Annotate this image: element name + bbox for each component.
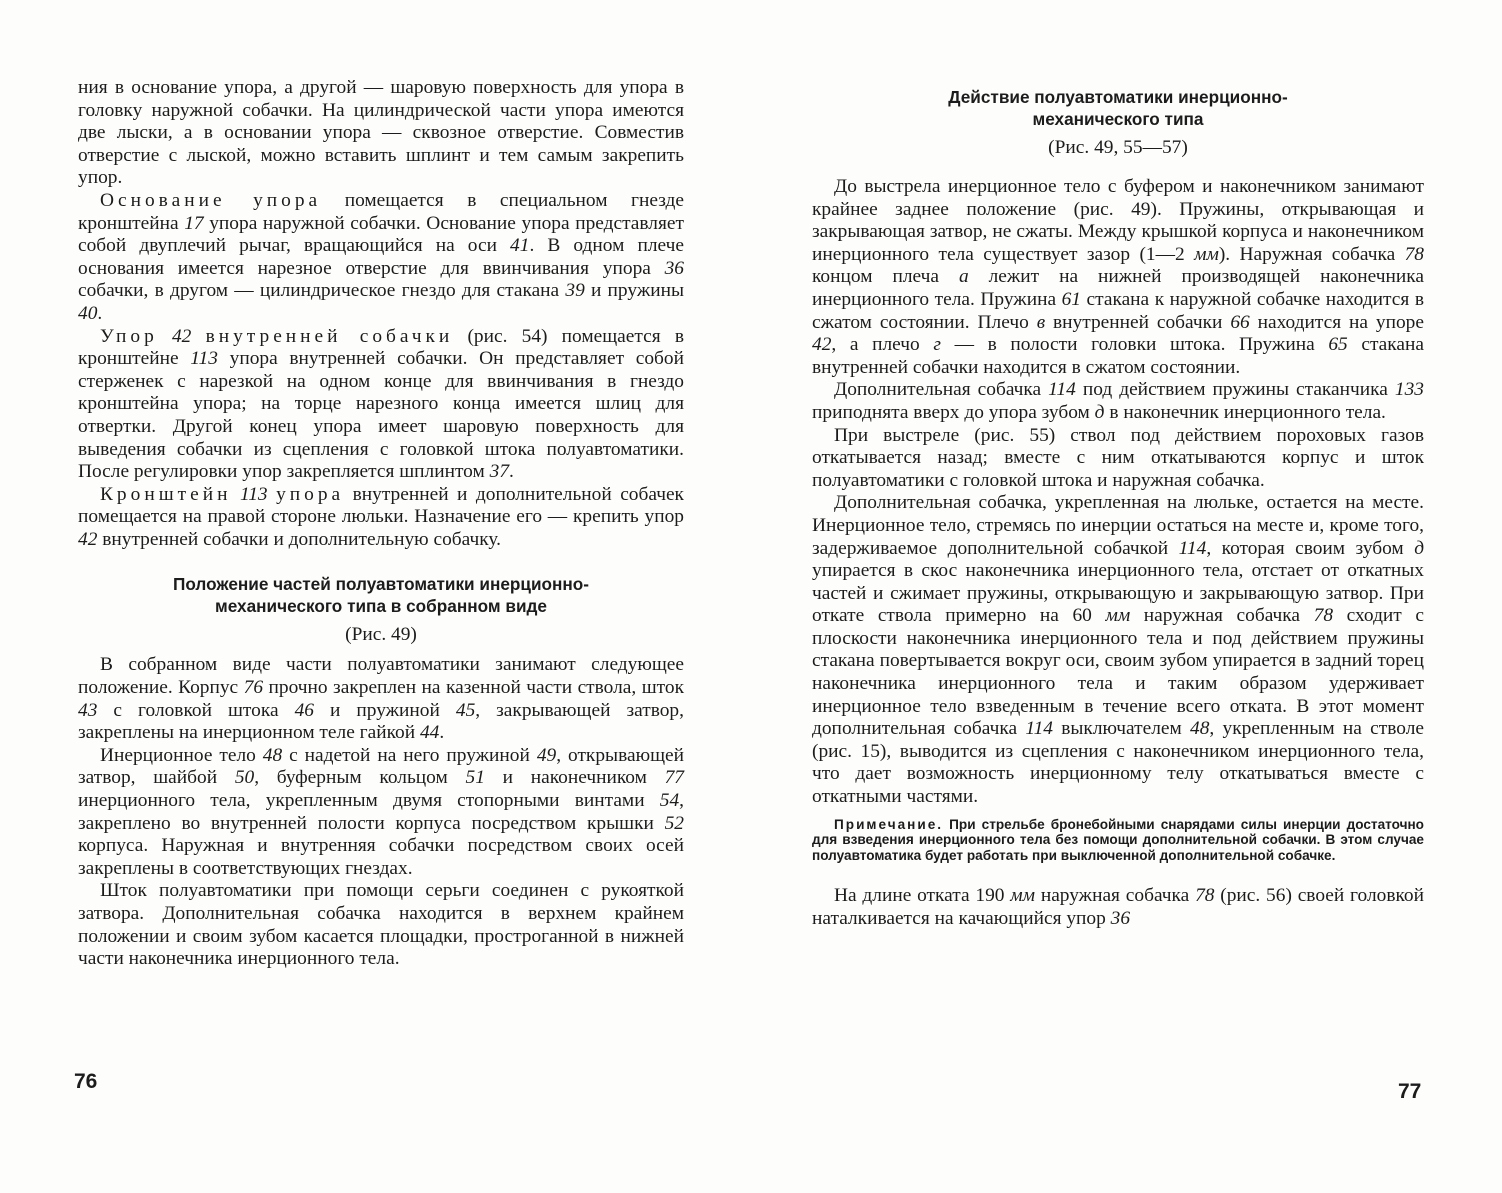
- term-kronshtein: Кронштейн: [100, 483, 232, 505]
- left-section-heading: Положение частей полуавтоматики инерционно-механического типа в собранном виде: [172, 574, 590, 617]
- right-section-figure-ref: (Рис. 49, 55—57): [1048, 137, 1188, 158]
- left-paragraph-4: Кронштейн 113 упора внутренней и дополнительной собачек помещается на правой стороне люльки. Назначение его — крепить упор 42 внутренней собачки и дополнительную собачку.: [78, 483, 684, 550]
- page-number-left: 76: [74, 1070, 98, 1093]
- left-page: [74, 0, 685, 1193]
- left-paragraph-7: Шток полуавтоматики при помощи серьги соединен с рукояткой затвора. Дополнительная собачка находится в верхнем крайнем положении и своим зубом касается площадки, прострoганной в нижней части наконечника инерционного тела.: [78, 880, 684, 970]
- right-section-heading: Действие полуавтоматики инерционно-механического типа: [948, 87, 1288, 129]
- left-paragraph-6: Инерционное тело 48 с надетой на него пружиной 49, открывающей затвор, шайбой 50, буферным кольцом 51 и наконечником 77 инерционного тела, укрепленным двумя стопорными винтами 54, закреплено во внутренней полости корпуса посредством крышки 52 корпуса. Наружная и внутренняя собачки посредством своих осей закреплены в соответствующих гнездах.: [78, 744, 684, 879]
- left-paragraph-2: Основание упора помещается в специальном гнезде кронштейна 17 упора наружной собачки. Основание упора представляет собой двуплечий рычаг, вращающийся на оси 41. В одном плече основания имеется нарезное отверстие для ввинчивания упора 36 собачки, в другом — цилиндрическое гнездо для стакана 39 и пружины 40.: [78, 189, 685, 324]
- term-osnovanie-upora: Основание упора: [100, 189, 322, 211]
- right-paragraph-1: До выстрела инерционное тело с буфером и наконечником занимают крайнее заднее положение (рис. 49). Пружины, открывающая и закрывающая затвор, не сжаты. Между крышкой корпуса и наконечником инерционного тела существует зазор (1—2 мм). Наружная собачка 78 концом плеча а лежит на нижней производящей наконечника инерционного тела. Пружина 61 стакана к наружной собачке находится в сжатом состоянии. Плечо в внутренней собачки 66 находится на упоре 42, а плечо г — в полости головки штока. Пружина 65 стакана внутренней собачки находится в сжатом состоянии.: [812, 176, 1424, 378]
- right-paragraph-4: Дополнительная собачка, укрепленная на люльке, остается на месте. Инерционное тело, стремясь по инерции остаться на месте и, кроме того, задерживаемое дополнительной собачкой 114, которая своим зубом д упирается в скос наконечника инерционного тела, отстает от откатных частей и сжимает пружины, открывающую и закрывающую затвор. При откате ствола примерно на 60 мм наружная собачка 78 сходит с плоскости наконечника инерционного тела и под действием пружины стакана повертывается вокруг оси, своим зубом упирается в задний торец наконечника инерционного тела и таким образом удерживает инерционное тело взведенным в течение всего отката. В этот момент дополнительная собачка 114 выключателем 48, укрепленным на стволе (рис. 15), выводится из сцепления с наконечником инерционного тела, что дает возможность инерционному телу откатываться вместе с откатными частями.: [812, 492, 1424, 808]
- term-vnutrennei-sobachki: внутренней собачки: [205, 325, 454, 347]
- left-paragraph-1: ния в основание упора, а другой — шаровую поверхность для упора в головку наружной собачки. На цилиндрической части упора имеются две лыски, а в основании упора — сквозное отверстие. Совместив отверстие с лыской, можно вставить шплинт и тем самым закрепить упор.: [78, 77, 684, 189]
- page-number-right: 77: [1398, 1080, 1422, 1103]
- term-upor: Упор: [100, 325, 158, 347]
- term-upora: упора: [276, 483, 345, 505]
- right-paragraph-2: Дополнительная собачка 114 под действием пружины стаканчика 133 приподнята вверх до упора зубом д в наконечник инерционного тела.: [812, 379, 1424, 423]
- left-paragraph-5: В собранном виде части полуавтоматики занимают следующее положение. Корпус 76 прочно закреплен на казенной части ствола, шток 43 с головкой штока 46 и пружиной 45, закрывающей затвор, закреплены на инерционном теле гайкой 44.: [78, 654, 684, 744]
- right-paragraph-5: На длине отката 190 мм наружная собачка 78 (рис. 56) своей головкой наталкивается на качающийся упор 36: [812, 885, 1424, 929]
- right-paragraph-3: При выстреле (рис. 55) ствол под действием пороховых газов откатывается назад; вместе с ним откатываются корпус и шток полуавтоматики с головкой штока и наружная собачка.: [812, 424, 1424, 491]
- left-paragraph-3: Упор 42 внутренней собачки (рис. 54) помещается в кронштейне 113 упора внутренней собачки. Он представляет собой стерженек с нарезкой на одном конце для ввинчивания в гнездо кронштейна упора; на торце нарезного конца имеется шлиц для отвертки. Другой конец упора имеет шаровую поверхность для выведения собачки из сцепления с головкой штока полуавтоматики. После регулировки упор закрепляется шплинтом 37.: [78, 325, 684, 483]
- right-page: [812, 0, 1424, 1193]
- left-section-figure-ref: (Рис. 49): [345, 624, 417, 646]
- right-note: Примечание. При стрельбе бронебойными снарядами силы инерции достаточно для взведения инерционного тела без помощи дополнительной собачки. В этом случае полуавтоматика будет работать при выключенной дополнительной собачке.: [812, 816, 1424, 863]
- note-label: Примечание.: [834, 816, 944, 832]
